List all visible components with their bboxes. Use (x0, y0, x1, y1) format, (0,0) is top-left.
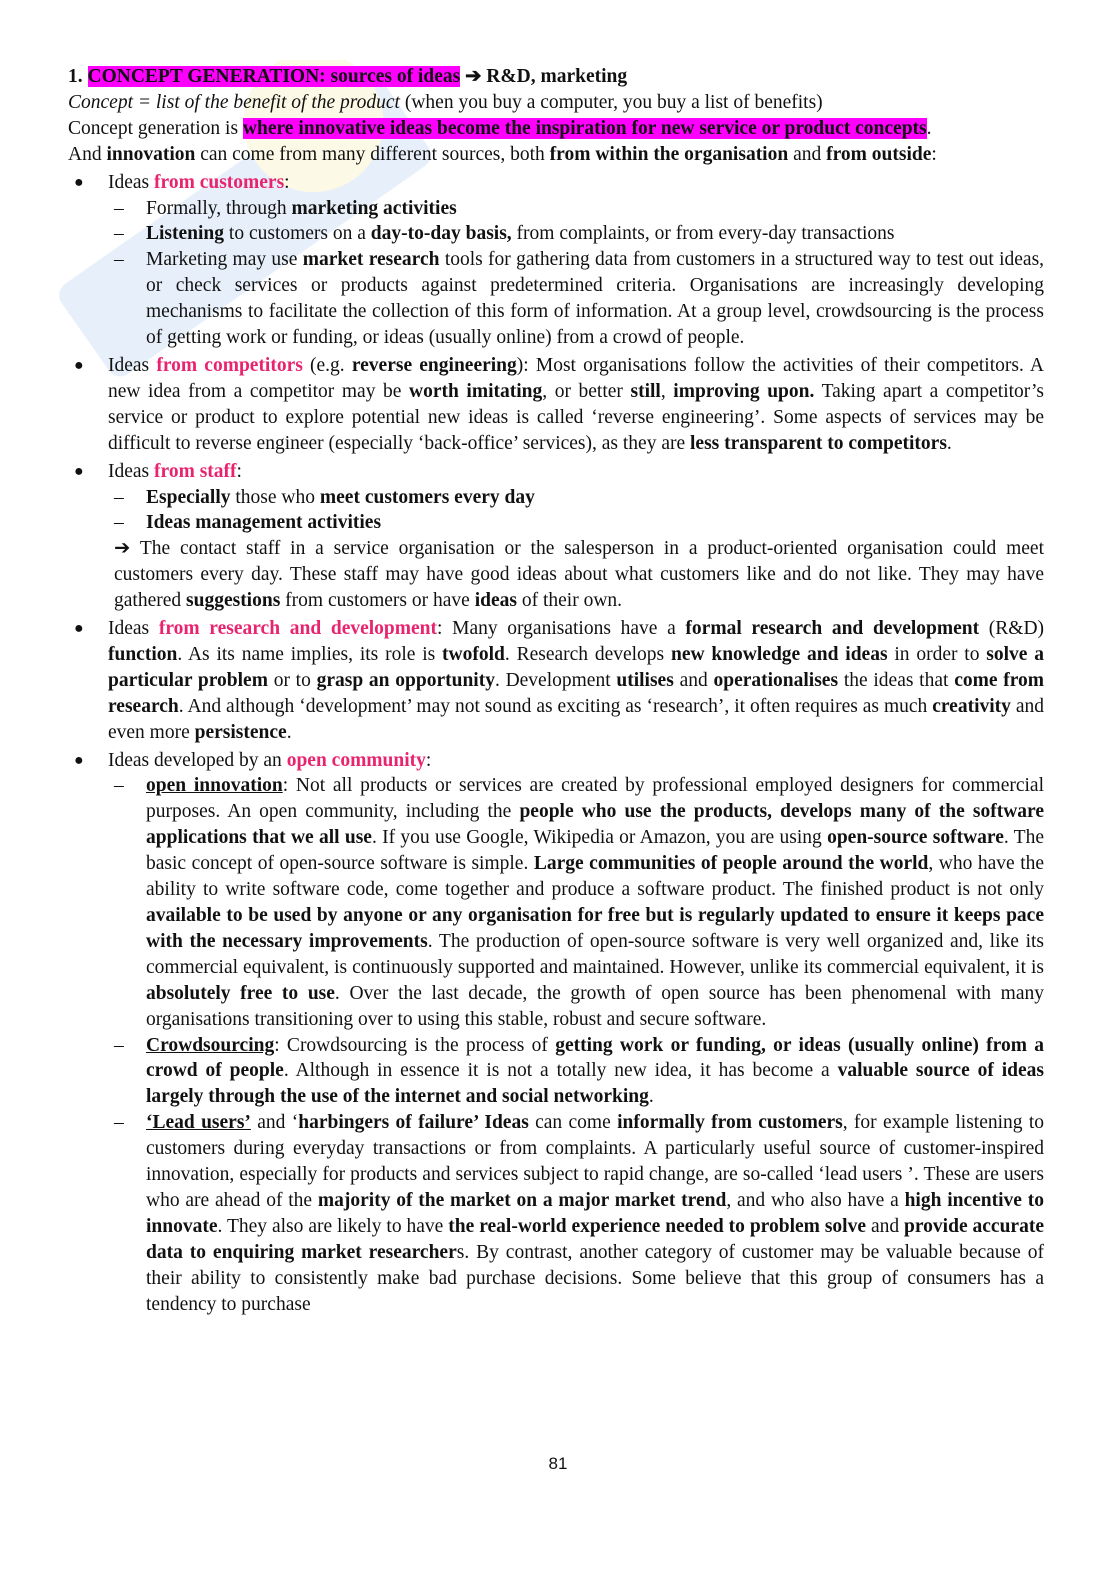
bold-text: majority of the market on a major market trend (317, 1189, 727, 1211)
text: Formally, through (146, 197, 287, 219)
text: : (425, 749, 432, 771)
bold-text: suggestions (186, 590, 281, 612)
section-heading (68, 64, 1044, 90)
text: . (946, 432, 952, 454)
text: , or better (542, 380, 623, 402)
text: The contact staff in a service organisation or the salesperson in a product-oriented organisation could meet customers every day. These staff may have good ideas about what customers like and do not like. They may have gathered (114, 538, 1044, 612)
source-label: from customers (154, 171, 285, 193)
bold-text: reverse engineering (351, 354, 517, 376)
bold-text: high incentive to innovate (146, 1189, 1044, 1237)
text: or to (273, 669, 311, 691)
sub-item (108, 221, 1044, 247)
subtopic-title: ‘Lead users’ (146, 1112, 251, 1134)
text: and (679, 669, 708, 691)
text: . Over the last decade, the growth of open source has been phenomenal with many organisations transitioning over to using this stable, robust and secure software. (146, 982, 1045, 1030)
bold-text: people who use the products, develops many of the software applications that we all use (146, 801, 1044, 849)
text: Taking apart a competitor’s service or product to explore potential new ideas is called ‘reverse engineering’. Some aspects of services may be difficult to reverse engineer (especially ‘back-office’ services), as they are (108, 380, 1045, 454)
list-item-staff (68, 459, 1044, 614)
text: . (286, 721, 292, 743)
bold-text: from within the organisation (549, 143, 789, 165)
text: , for example listening to customers during everyday transactions or from complaints. A particularly useful source of customer-inspired innovation, especially for products and services subject to rapid change, are so-called ‘lead users ’. These are users who are ahead of the (146, 1112, 1045, 1211)
bold-text: improving upon. (673, 380, 815, 402)
sub-item (108, 247, 1044, 351)
text: can come from many different sources, both (200, 143, 545, 165)
text: Ideas (108, 171, 150, 193)
text: . (648, 1086, 654, 1108)
text: . They also are likely to have (217, 1215, 444, 1237)
text: : (931, 143, 937, 165)
generation-end: . (926, 117, 932, 139)
source-label: from research and development (158, 618, 438, 640)
bullet-icon: ● (74, 173, 84, 191)
text: . Development (494, 669, 611, 691)
text: can come (535, 1112, 611, 1134)
text: . If you use Google, Wikipedia or Amazon, you are using (371, 827, 822, 849)
bold-text: absolutely free to use (146, 982, 335, 1004)
text: : Not all products or services are created by professional employed designers for commercial purposes. An open community, including the (146, 775, 1044, 823)
bold-text: new knowledge and ideas (670, 643, 888, 665)
text: , who have the ability to write software code, come together and produce a software product. The finished product is not only (146, 853, 1045, 901)
bold-text: meet customers every day (319, 486, 535, 508)
text: : Crowdsourcing is the process of (274, 1034, 548, 1056)
text: : (236, 460, 242, 482)
dash-icon: – (114, 1112, 124, 1134)
heading-rest: R&D, marketing (486, 66, 628, 87)
sub-item (108, 510, 1044, 536)
text: . Although in essence it is not a totally new idea, it has become a (283, 1060, 830, 1082)
concept-italic: Concept = list of the benefit of the product (68, 91, 400, 113)
arrow-icon: ➔ (465, 66, 482, 87)
concept-rest: (when you buy a computer, you buy a list of benefits) (404, 91, 823, 113)
text: . As its name implies, its role is (177, 643, 436, 665)
subtopic-title: open innovation (146, 775, 283, 797)
sub-item-open-innovation (108, 773, 1044, 1032)
bold-text: twofold (442, 643, 505, 665)
arrow-icon: ➔ (114, 538, 131, 560)
bold-text: formal research and development (685, 618, 980, 640)
bold-text: marketing activities (291, 197, 457, 219)
text: to customers on a (228, 223, 366, 245)
text: , and who also have a (726, 1189, 899, 1211)
bold-text: from outside (826, 143, 932, 165)
text: ): Most organisations follow the activities of their competitors. A new idea from a competitor may be (108, 354, 1045, 402)
bold-text: informally from customers (617, 1112, 843, 1134)
list-item-rnd (68, 616, 1044, 746)
bold-text: persistence (194, 721, 287, 743)
dash-icon: – (114, 197, 124, 219)
sources-list (68, 170, 1044, 1318)
text: . Research develops (504, 643, 665, 665)
text: , (660, 380, 666, 402)
list-item-customers (68, 170, 1044, 351)
innovation-sources-intro (68, 142, 1044, 168)
source-label: open community (286, 749, 426, 771)
text: the ideas that (843, 669, 949, 691)
text: from complaints, or from every-day transactions (516, 223, 895, 245)
sub-item (108, 485, 1044, 511)
bold-text: Listening (146, 223, 225, 245)
heading-number: 1. (68, 66, 83, 87)
text: (R&D) (988, 618, 1045, 640)
text: those who (235, 486, 316, 508)
bullet-icon: ● (74, 620, 84, 638)
text: tools for gathering data from customers in a structured way to test out ideas, or check services or products against predetermined criteria. Organisations are increasingly developing mechanisms to facilitate the collection of this form of information. At a group level, crowdsourcing is the process of getting work or funding, or ideas (usually online) from a crowd of people. (146, 249, 1045, 349)
bold-text: harbingers of failure’ Ideas (298, 1112, 529, 1134)
text: and even more (108, 695, 1045, 743)
text: and ‘ (257, 1112, 299, 1134)
concept-generation-definition (68, 116, 1044, 142)
text: s. By contrast, another category of customer may be valuable because of their ability to consistently make bad purchase decisions. Some believe that this group of consumers has a tendency to purchase (146, 1241, 1044, 1315)
text: and (870, 1215, 900, 1237)
bullet-icon: ● (74, 751, 84, 769)
bold-text: the real-world experience needed to problem solve (448, 1215, 866, 1237)
subtopic-title: Crowdsourcing (146, 1034, 275, 1056)
bold-text: utilises (616, 669, 674, 691)
text: . And although ‘development’ may not sound as exciting as ‘research’, it often requires as much (178, 695, 928, 717)
bold-text: market research (302, 249, 440, 271)
bold-text: open-source software (827, 827, 1004, 849)
heading-highlight: CONCEPT GENERATION: sources of ideas (87, 66, 461, 87)
generation-lead: Concept generation is (68, 117, 239, 139)
bold-text: still (630, 380, 661, 402)
dash-icon: – (114, 249, 124, 271)
bold-text: come from research (108, 669, 1045, 717)
bold-text: grasp an opportunity (316, 669, 495, 691)
bold-text: ideas (474, 590, 517, 612)
bullet-icon: ● (74, 462, 84, 480)
list-item-competitors (68, 353, 1044, 457)
text: : (284, 171, 290, 193)
text: from customers or have (285, 590, 470, 612)
dash-icon: – (114, 223, 124, 245)
source-label: from staff (154, 460, 237, 482)
sub-item (108, 196, 1044, 222)
sub-item-lead-users (108, 1110, 1044, 1317)
text: Ideas (108, 354, 150, 376)
list-item-open-community (68, 748, 1044, 1318)
bold-text: day-to-day basis, (370, 223, 512, 245)
dash-icon: – (114, 775, 124, 797)
staff-sublist (108, 485, 1044, 537)
text: Ideas developed by an (108, 749, 282, 771)
text: Marketing may use (146, 249, 298, 271)
bold-text: valuable source of ideas largely through the use of the internet and social networking (146, 1060, 1045, 1108)
open-community-sublist (108, 773, 1044, 1317)
bold-text: available to be used by anyone or any organisation for free but is regularly updated to ensure it keeps pace with the necessary improvements (146, 905, 1044, 952)
bold-text: creativity (932, 695, 1011, 717)
staff-note (108, 536, 1044, 614)
page-number: 81 (548, 1454, 568, 1473)
text: And (68, 143, 102, 165)
sub-item-crowdsourcing (108, 1033, 1044, 1111)
bold-text: innovation (106, 143, 196, 165)
text: Ideas (108, 460, 150, 482)
bullet-icon: ● (74, 356, 84, 374)
generation-highlight: where innovative ideas become the inspiration for new service or product concepts (242, 117, 927, 139)
text: . The basic concept of open-source software is simple. (146, 827, 1044, 875)
bold-text: Ideas management activities (146, 512, 382, 534)
bold-text: operationalises (713, 669, 839, 691)
dash-icon: – (114, 512, 124, 534)
text: . The production of open-source software is very well organized and, like its commercial equivalent, is continuously supported and maintained. However, unlike its commercial equivalent, it is (146, 930, 1044, 978)
text: and (793, 143, 822, 165)
bold-text: function (108, 643, 178, 665)
bold-text: solve a particular problem (108, 643, 1044, 691)
bold-text: Especially (146, 486, 231, 508)
text: : Many organisations have a (437, 618, 676, 640)
bold-text: getting work or funding, or ideas (usually online) from a crowd of people (146, 1034, 1045, 1082)
bold-text: Large communities of people around the world (533, 853, 929, 875)
source-label: from competitors (156, 354, 303, 376)
concept-definition (68, 90, 1044, 116)
customers-sublist (108, 196, 1044, 351)
text: Ideas (108, 618, 150, 640)
dash-icon: – (114, 486, 124, 508)
text: (e.g. (310, 354, 345, 376)
text: in order to (894, 643, 980, 665)
bold-text: less transparent to competitors (690, 432, 947, 454)
text: of their own. (521, 590, 623, 612)
dash-icon: – (114, 1034, 124, 1056)
document-page (68, 64, 1044, 1320)
bold-text: worth imitating (409, 380, 543, 402)
bold-text: provide accurate data to enquiring market researcher (146, 1215, 1044, 1263)
